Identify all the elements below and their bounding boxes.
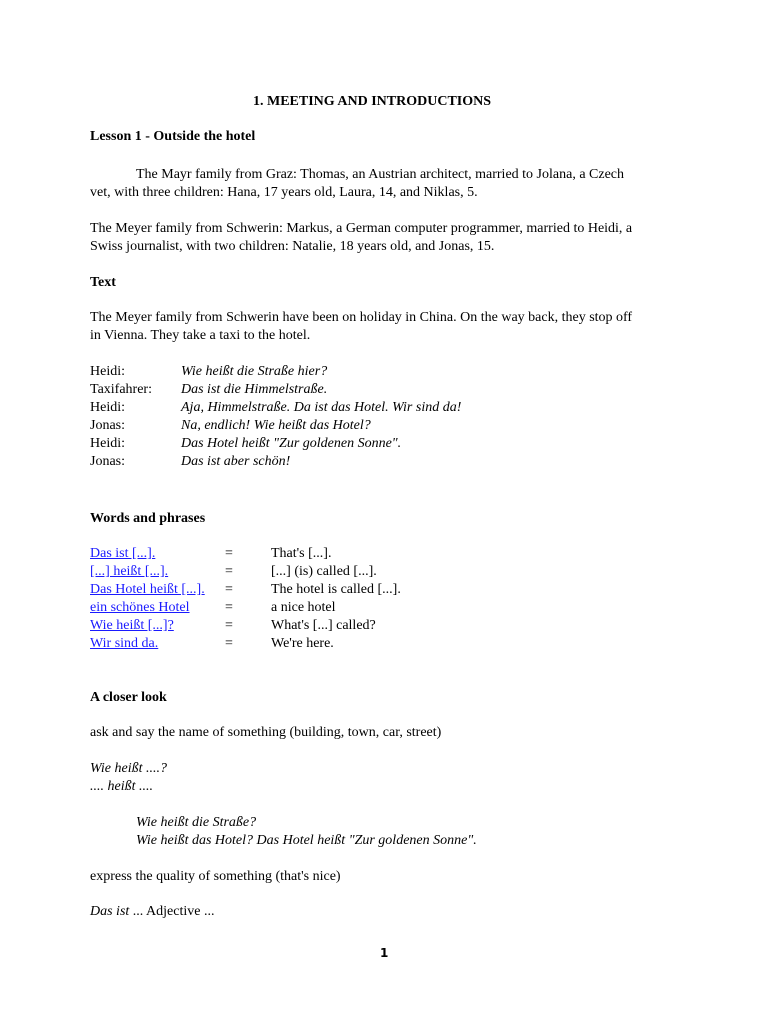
dialogue-speaker: Heidi: xyxy=(90,400,125,415)
pattern-question: Wie heißt ....? xyxy=(90,761,167,776)
phrase-link[interactable]: ein schönes Hotel xyxy=(90,600,190,615)
chapter-title: 1. MEETING AND INTRODUCTIONS xyxy=(253,94,492,109)
dialogue-line: Das ist aber schön! xyxy=(181,454,291,469)
text-para-line-2: in Vienna. They take a taxi to the hotel. xyxy=(90,328,311,343)
phrase-translation: We're here. xyxy=(271,636,334,651)
phrase-equals: = xyxy=(225,582,233,597)
dialogue-speaker: Jonas: xyxy=(90,454,125,469)
phrase-link[interactable]: [...] heißt [...]. xyxy=(90,564,169,579)
dialogue-speaker: Heidi: xyxy=(90,436,125,451)
dialogue-line: Na, endlich! Wie heißt das Hotel? xyxy=(181,418,371,433)
words-heading: Words and phrases xyxy=(90,511,206,526)
intro-mayr-line-1: The Mayr family from Graz: Thomas, an Austrian architect, married to Jolana, a Czech xyxy=(136,167,625,182)
phrase-translation: a nice hotel xyxy=(271,600,336,615)
dialogue-line: Das ist die Himmelstraße. xyxy=(181,382,328,397)
intro-mayr-line-2: vet, with three children: Hana, 17 years old, Laura, 14, and Niklas, 5. xyxy=(90,185,478,200)
adjective-pattern xyxy=(90,903,214,921)
pattern-answer: .... heißt .... xyxy=(90,779,153,794)
dialogue-line: Wie heißt die Straße hier? xyxy=(181,364,328,379)
intro-meyer-line-1: The Meyer family from Schwerin: Markus, a German computer programmer, married to Heidi, a xyxy=(90,221,633,236)
dialogue-line: Aja, Himmelstraße. Da ist das Hotel. Wir sind da! xyxy=(181,400,462,415)
phrase-equals: = xyxy=(225,636,233,651)
closer-heading: A closer look xyxy=(90,690,167,705)
phrase-equals: = xyxy=(225,600,233,615)
ask-name-text: ask and say the name of something (building, town, car, street) xyxy=(90,725,442,740)
page-number: 1 xyxy=(380,946,389,960)
dialogue-speaker: Jonas: xyxy=(90,418,125,433)
adjective-pattern-rest: ... Adjective ... xyxy=(129,904,215,919)
phrase-translation: That's [...]. xyxy=(271,546,332,561)
text-para-line-1: The Meyer family from Schwerin have been on holiday in China. On the way back, they stop off xyxy=(90,310,633,325)
dialogue-line: Das Hotel heißt "Zur goldenen Sonne". xyxy=(181,436,402,451)
phrase-equals: = xyxy=(225,618,233,633)
text-heading: Text xyxy=(90,275,116,290)
dialogue-speaker: Taxifahrer: xyxy=(90,382,152,397)
dialogue-speaker: Heidi: xyxy=(90,364,125,379)
phrase-translation: [...] (is) called [...]. xyxy=(271,564,377,579)
phrase-link[interactable]: Das Hotel heißt [...]. xyxy=(90,582,205,597)
phrase-link[interactable]: Wie heißt [...]? xyxy=(90,618,174,633)
intro-meyer-line-2: Swiss journalist, with two children: Natalie, 18 years old, and Jonas, 15. xyxy=(90,239,495,254)
example-hotel: Wie heißt das Hotel? Das Hotel heißt "Zur goldenen Sonne". xyxy=(136,833,477,848)
example-street: Wie heißt die Straße? xyxy=(136,815,257,830)
phrase-translation: The hotel is called [...]. xyxy=(271,582,401,597)
phrase-equals: = xyxy=(225,546,233,561)
phrase-link[interactable]: Das ist [...]. xyxy=(90,546,156,561)
phrase-equals: = xyxy=(225,564,233,579)
express-quality-text: express the quality of something (that's nice) xyxy=(90,869,341,884)
phrase-translation: What's [...] called? xyxy=(271,618,376,633)
adjective-pattern-italic: Das ist xyxy=(90,904,130,919)
phrase-link[interactable]: Wir sind da. xyxy=(90,636,159,651)
lesson-title: Lesson 1 - Outside the hotel xyxy=(90,129,256,144)
